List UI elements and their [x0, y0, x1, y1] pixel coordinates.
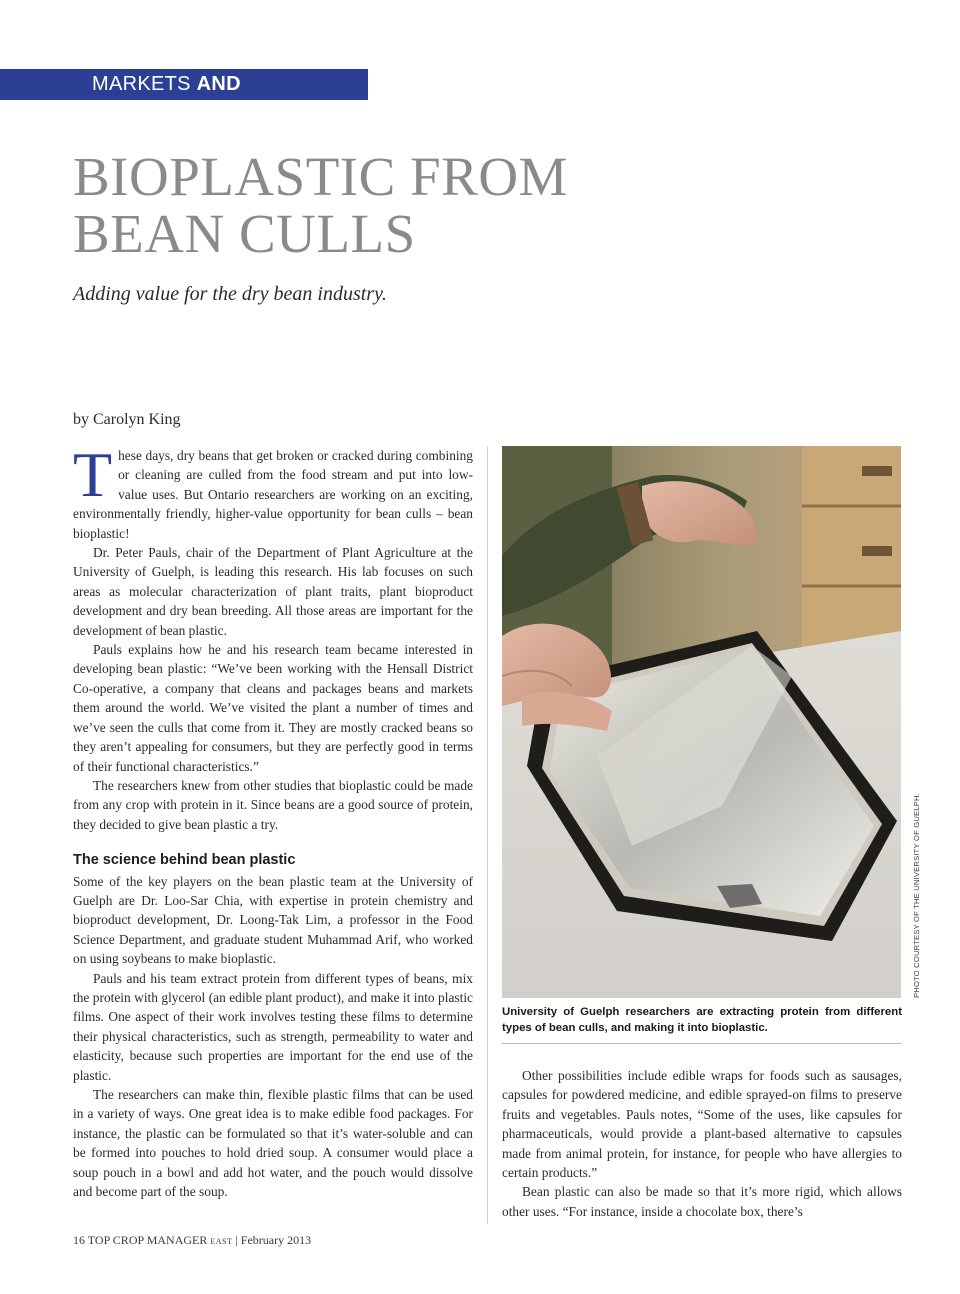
section-tag-bold: AND MARKETING: [92, 73, 241, 126]
right-paragraph-2: Bean plastic can also be made so that it’s more rigid, which allows other uses. “For instance, inside a chocolate box, there’s: [502, 1184, 902, 1219]
footer-separator: |: [235, 1233, 238, 1247]
paragraph-5: Some of the key players on the bean plastic team at the University of Guelph are Dr. Loo-Sar Chia, with expertise in protein chemistry and bioproduct development, Dr. Loong-Tak Lim, a professor in the Food Science Department, and graduate student Muhammad Arif, who worked on using soybeans to make bioplastic.: [73, 873, 473, 967]
photo-caption: University of Guelph researchers are extracting protein from different types of bean culls, and making it into bioplastic.: [502, 1006, 902, 1034]
headline-line-2: BEAN CULLS: [73, 203, 416, 264]
column-divider: [487, 446, 488, 1224]
drop-cap: T: [73, 439, 113, 510]
paragraph-2: Dr. Peter Pauls, chair of the Department of Plant Agriculture at the University of Guelph, is leading this research. His lab focuses on such areas as molecular characterization of plant traits, plant bioproduct development and dry bean breeding. All those areas are important for the development of bean plastic.: [73, 545, 473, 638]
byline: by Carolyn King: [73, 411, 181, 428]
headline-line-1: BIOPLASTIC FROM: [73, 146, 568, 207]
paragraph-4: The researchers knew from other studies that bioplastic could be made from any crop with protein in it. Since beans are a good source of protein, they decided to give bean plastic a try.: [73, 777, 473, 832]
paragraph-1: [73, 439, 473, 543]
magazine-edition: EAST: [210, 1237, 233, 1246]
caption-rule: [502, 1043, 902, 1044]
paragraph-3: Pauls explains how he and his research team became interested in developing bean plastic: “We’ve been working with the Hensall District Co-operative, a company that cleans and packages beans and markets them around the world. We’ve visited the plant a number of times and we’ve seen the culls that come from it. They are mostly cracked beans so they aren’t appealing for consumers, but they are perfectly good in terms of their functional characteristics.”: [73, 642, 473, 774]
right-column: [502, 1066, 902, 1221]
paragraph-6: Pauls and his team extract protein from different types of beans, mix the protein with glycerol (an edible plant product), and make it into plastic films. One aspect of their work involves testing these films to determine their physical characteristics, such as strength, permeability to water and elasticity, because such properties are important for the end use of the plastic.: [73, 970, 473, 1083]
magazine-name: TOP CROP MANAGER: [87, 1233, 208, 1247]
paragraph-7: The researchers can make thin, flexible plastic films that can be used in a variety of ways. One great idea is to make edible food packages. For instance, the plastic can be formulated so that it’s water-soluble and can be formed into pouches to hold dried soup. A consumer would place a soup pouch in a bowl and add hot water, and the pouch would dissolve and become part of the soup.: [73, 1087, 473, 1200]
photo-illustration: [502, 446, 901, 998]
subhead: The science behind bean plastic: [73, 852, 296, 869]
page-footer: [73, 1233, 311, 1248]
deck: Adding value for the dry bean industry.: [73, 283, 387, 305]
section-tag-light: MARKETS: [92, 73, 191, 95]
article-photo: [502, 446, 901, 998]
issue-date: February 2013: [240, 1233, 312, 1247]
right-paragraph-1: Other possibilities include edible wraps for foods such as sausages, capsules for powdered medicine, and edible sprayed-on films to preserve fruits and vegetables. Pauls notes, “Some of the uses, like capsules for pharmaceuticals, would provide a plant-based alternative to capsules made from animal protein, for instance, for people who have allergies to certain products.”: [502, 1068, 902, 1181]
photo-credit: PHOTO COURTESY OF THE UNIVERSITY OF GUELPH.: [912, 793, 921, 998]
headline: [73, 148, 673, 262]
section-tag: [0, 69, 368, 126]
paragraph-1-text: hese days, dry beans that get broken or cracked during combining or cleaning are culled from the food stream and put into low-value uses. But Ontario researchers are working on an exciting, environmentally friendly, higher-value opportunity for bean culls – bean bioplastic!: [73, 448, 473, 541]
page-number: 16: [73, 1233, 85, 1247]
left-column: [73, 439, 473, 1201]
